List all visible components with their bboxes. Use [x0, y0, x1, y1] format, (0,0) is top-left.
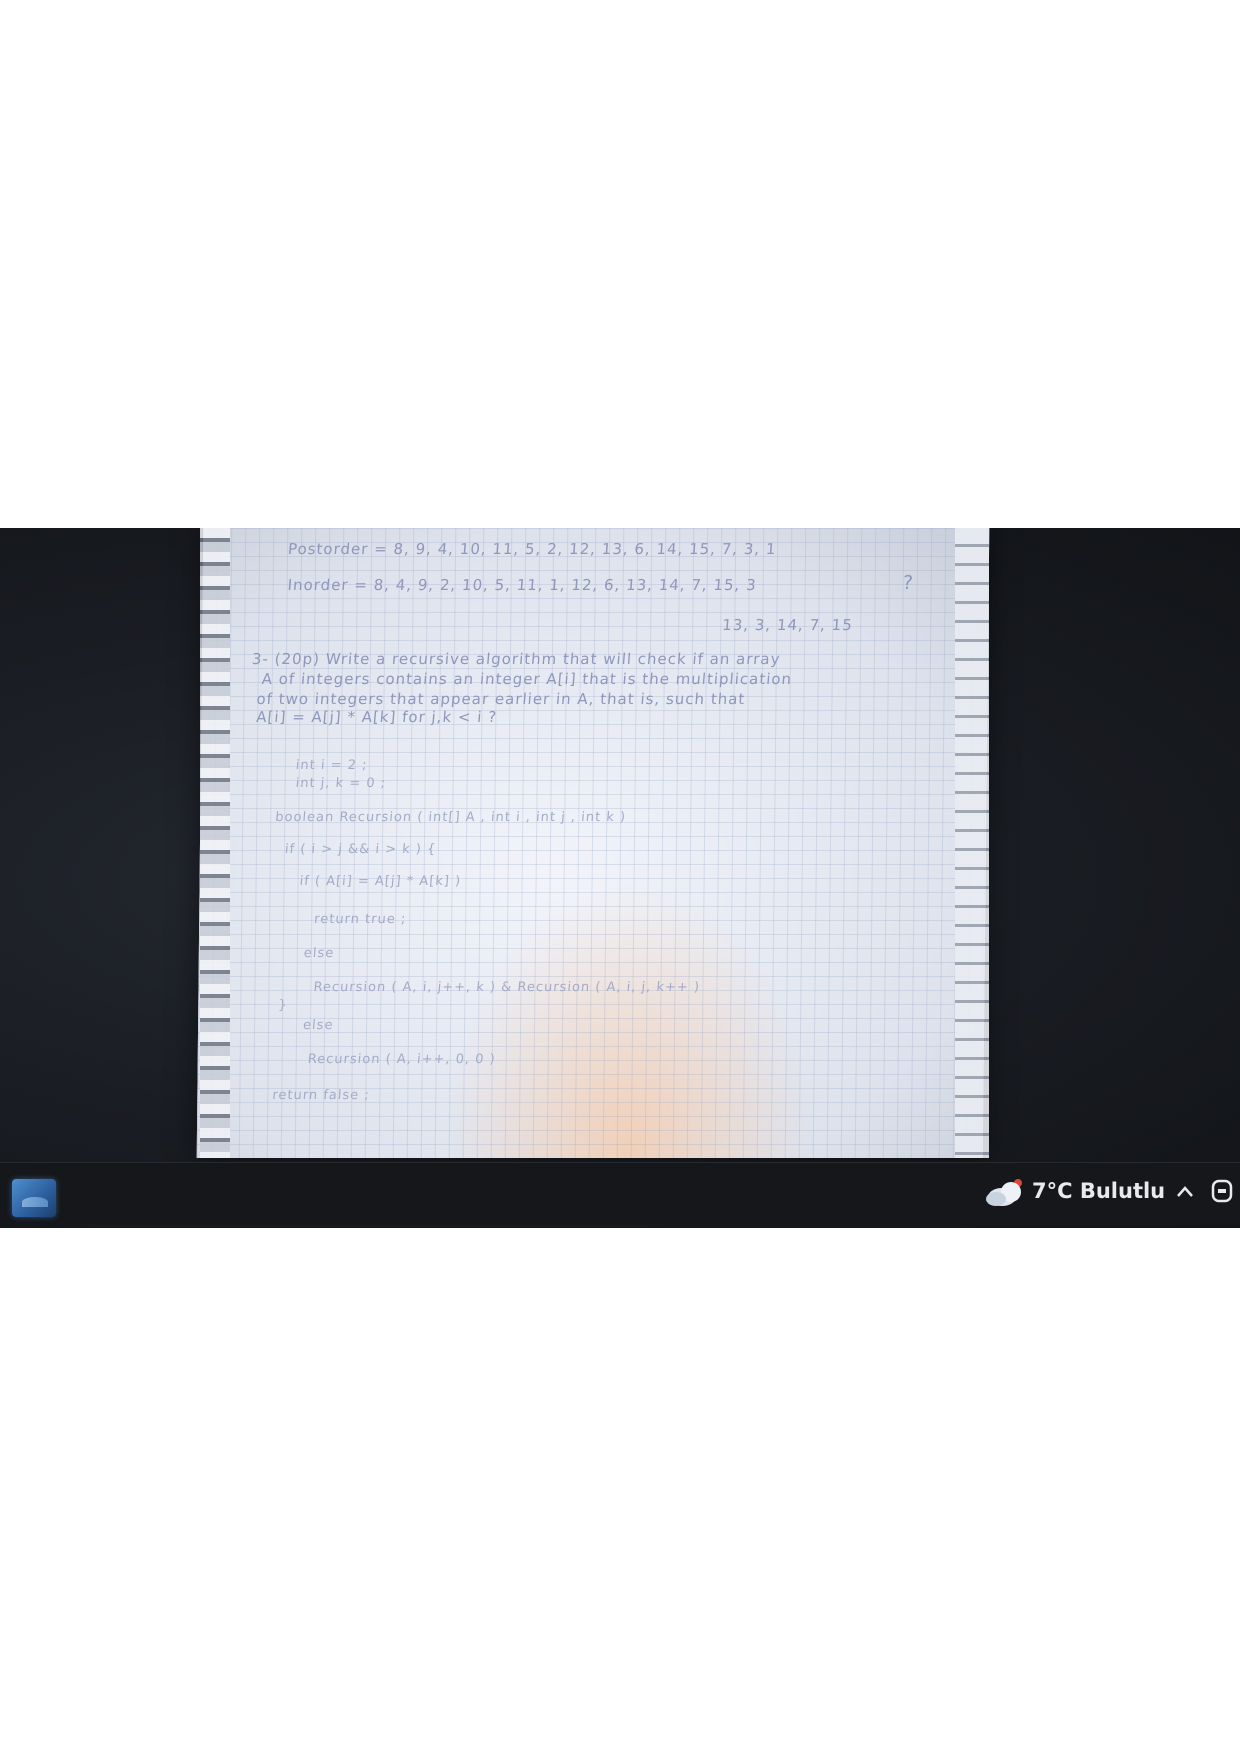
photo-of-screen — [0, 528, 1240, 1228]
cloudy-weather-icon[interactable] — [984, 1177, 1030, 1207]
code-line: return true ; — [313, 912, 407, 927]
code-line: } — [277, 998, 289, 1013]
notebook-torn-edge — [955, 528, 989, 1158]
code-line: else — [303, 946, 335, 961]
meet-now-icon[interactable] — [1208, 1177, 1236, 1207]
notebook-paper — [197, 528, 990, 1158]
inorder-note: 13, 3, 14, 7, 15 — [721, 616, 854, 634]
code-line: else — [302, 1018, 335, 1033]
question-line-4: A[i] = A[j] * A[k] for j,k < i ? — [255, 708, 498, 726]
code-line: int i = 2 ; — [295, 758, 369, 773]
question-line-3: of two integers that appear earlier in A, that is, such that — [255, 690, 747, 708]
code-line: if ( i > j && i > k ) { — [284, 842, 437, 857]
code-line: boolean Recursion ( int[] A , int i , int j , int k ) — [274, 810, 627, 825]
code-line: if ( A[i] = A[j] * A[k] ) — [298, 874, 462, 889]
start-icon[interactable] — [12, 1179, 56, 1217]
inorder-line: Inorder = 8, 4, 9, 2, 10, 5, 11, 1, 12, 6, 13, 14, 7, 15, 3 — [286, 576, 758, 594]
chevron-up-icon[interactable] — [1174, 1181, 1196, 1203]
code-line: return false ; — [271, 1088, 371, 1103]
code-line: Recursion ( A, i++, 0, 0 ) — [307, 1052, 497, 1067]
question-mark: ? — [901, 572, 915, 594]
code-line: int j, k = 0 ; — [295, 776, 387, 791]
weather-text[interactable]: 7°C Bulutlu — [1032, 1179, 1166, 1203]
question-line-2: A of integers contains an integer A[i] that is the multiplication — [260, 670, 793, 688]
question-line-1: 3- (20p) Write a recursive algorithm that will check if an array — [251, 650, 782, 668]
taskbar — [0, 1162, 1240, 1225]
code-line: Recursion ( A, i, j++, k ) & Recursion ( A, i, j, k++ ) — [312, 980, 701, 995]
notebook-spiral-binding — [200, 528, 230, 1158]
postorder-line: Postorder = 8, 9, 4, 10, 11, 5, 2, 12, 13, 6, 14, 15, 7, 3, 1 — [287, 540, 778, 558]
